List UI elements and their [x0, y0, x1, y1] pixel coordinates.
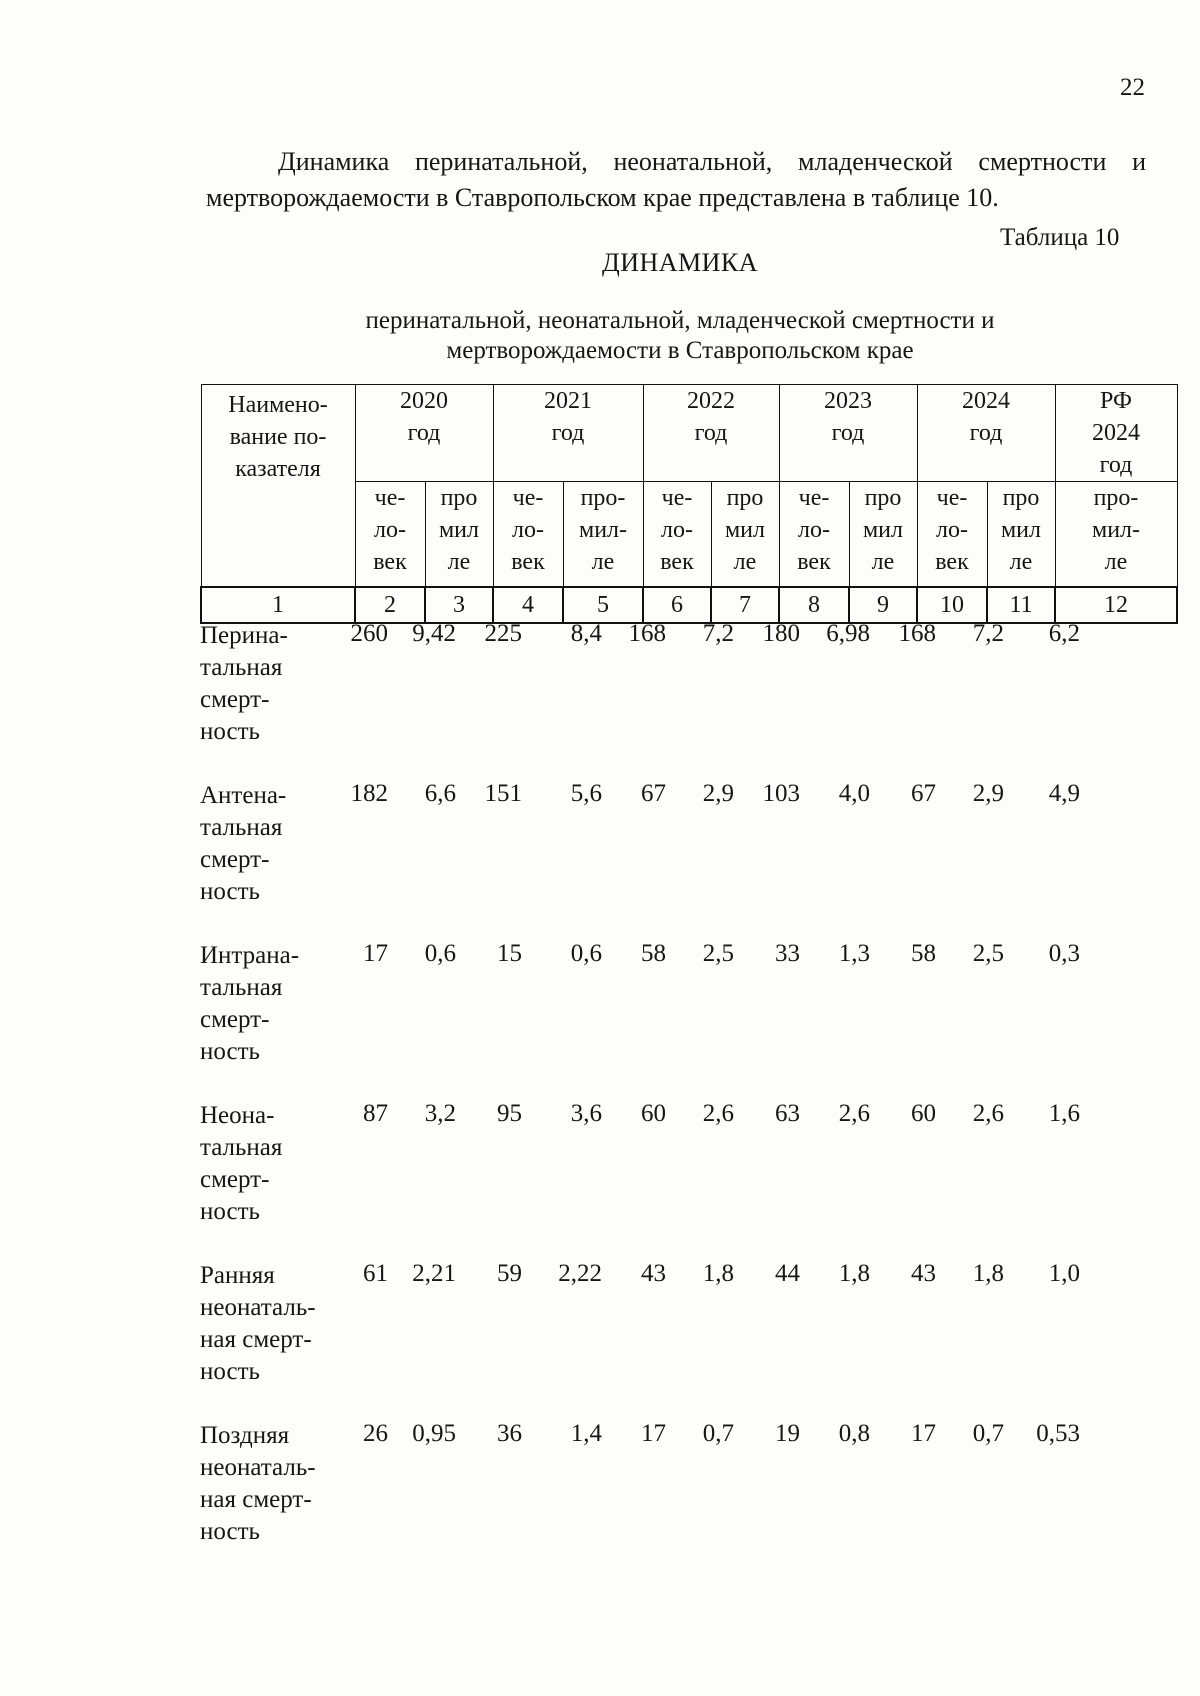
table-cell: 0,8: [838, 1420, 870, 1447]
column-number: 9: [849, 587, 917, 623]
table-cell: 168: [898, 620, 936, 647]
intro-line-2: мертворождаемости в Ставропольском крае представлена в таблице 10.: [206, 183, 999, 212]
header-indicator-name: Наимено- вание по- казателя: [201, 385, 355, 588]
table-subtitle-line-1: перинатальной, неонатальной, младенческой смертности и: [365, 307, 995, 334]
table-subtitle: [300, 306, 1060, 366]
header-permille-2020: про мил ле: [425, 482, 493, 588]
table-cell: 151: [484, 780, 522, 807]
column-number: 12: [1055, 587, 1177, 623]
table-cell: 6,2: [1048, 620, 1080, 647]
table-cell: 0,7: [972, 1420, 1004, 1447]
table-cell: 67: [641, 780, 666, 807]
table-cell: 5,6: [570, 780, 602, 807]
table-cell: 2,21: [412, 1260, 456, 1287]
table-cell: 180: [762, 620, 800, 647]
intro-paragraph: [206, 144, 1146, 216]
column-number: 1: [201, 587, 355, 623]
table-cell: 58: [641, 940, 666, 967]
row-indicator-name: Интрана- тальная смерт- ность: [200, 942, 300, 1065]
table-cell: 1,8: [972, 1260, 1004, 1287]
table-row: [200, 1260, 1176, 1420]
table-cell: 63: [775, 1100, 800, 1127]
table-cell: 58: [911, 940, 936, 967]
table-cell: 8,4: [570, 620, 602, 647]
row-indicator-name: Поздняя неонаталь- ная смерт- ность: [200, 1422, 316, 1545]
header-year-2023: 2023 год: [779, 385, 917, 482]
column-number: 10: [917, 587, 987, 623]
table-cell: 6,98: [826, 620, 870, 647]
table-row: [200, 780, 1176, 940]
column-number: 6: [643, 587, 711, 623]
table-cell: 2,6: [702, 1100, 734, 1127]
table-cell: 6,6: [424, 780, 456, 807]
table-cell: 95: [497, 1100, 522, 1127]
header-year-2021: 2021 год: [493, 385, 643, 482]
table-cell: 1,0: [1048, 1260, 1080, 1287]
table-label: Таблица 10: [1000, 224, 1120, 251]
table-cell: 1,6: [1048, 1100, 1080, 1127]
table-cell: 17: [911, 1420, 936, 1447]
header-year-2022: 2022 год: [643, 385, 779, 482]
table-cell: 36: [497, 1420, 522, 1447]
table-cell: 1,4: [570, 1420, 602, 1447]
table-cell: 2,6: [838, 1100, 870, 1127]
column-number: 11: [987, 587, 1055, 623]
table-cell: 26: [363, 1420, 388, 1447]
table-cell: 17: [641, 1420, 666, 1447]
header-permille-2022: про мил ле: [711, 482, 779, 588]
table-cell: 7,2: [972, 620, 1004, 647]
table-body: [200, 620, 1176, 1580]
table-cell: 1,8: [838, 1260, 870, 1287]
table-title: ДИНАМИКА: [601, 248, 759, 277]
table-cell: 2,9: [972, 780, 1004, 807]
table-cell: 3,2: [424, 1100, 456, 1127]
table-cell: 2,22: [558, 1260, 602, 1287]
table-cell: 44: [775, 1260, 800, 1287]
header-rf-2024: РФ 2024 год: [1055, 385, 1177, 482]
page-number: 22: [1120, 74, 1145, 101]
header-year-2024: 2024 год: [917, 385, 1055, 482]
table-cell: 3,6: [570, 1100, 602, 1127]
header-persons-2022: че- ло- век: [643, 482, 711, 588]
column-number: 4: [493, 587, 563, 623]
table-cell: 182: [350, 780, 388, 807]
table-row: [200, 1100, 1176, 1260]
header-persons-2024: че- ло- век: [917, 482, 987, 588]
table-cell: 1,8: [702, 1260, 734, 1287]
column-number: 7: [711, 587, 779, 623]
header-permille-2021: про- мил- ле: [563, 482, 643, 588]
table-row: [200, 940, 1176, 1100]
table-cell: 0,6: [570, 940, 602, 967]
table-cell: 0,6: [424, 940, 456, 967]
table-cell: 67: [911, 780, 936, 807]
header-persons-2020: че- ло- век: [355, 482, 425, 588]
table-cell: 60: [911, 1100, 936, 1127]
table-cell: 0,53: [1036, 1420, 1080, 1447]
header-year-2020: 2020 год: [355, 385, 493, 482]
table-cell: 60: [641, 1100, 666, 1127]
column-number: 8: [779, 587, 849, 623]
table-cell: 2,6: [972, 1100, 1004, 1127]
table-cell: 43: [911, 1260, 936, 1287]
table-cell: 59: [497, 1260, 522, 1287]
table-cell: 1,3: [838, 940, 870, 967]
table-cell: 43: [641, 1260, 666, 1287]
table-cell: 0,3: [1048, 940, 1080, 967]
table-cell: 4,0: [838, 780, 870, 807]
table-cell: 61: [363, 1260, 388, 1287]
column-number: 5: [563, 587, 643, 623]
table-subtitle-line-2: мертворождаемости в Ставропольском крае: [446, 337, 914, 364]
table-cell: 2,9: [702, 780, 734, 807]
table-cell: 0,7: [702, 1420, 734, 1447]
table-cell: 4,9: [1048, 780, 1080, 807]
row-indicator-name: Неона- тальная смерт- ность: [200, 1102, 283, 1225]
table-cell: 9,42: [412, 620, 456, 647]
column-number-row: [201, 587, 1177, 623]
table-cell: 17: [363, 940, 388, 967]
header-permille-rf-2024: про- мил- ле: [1055, 482, 1177, 588]
table-cell: 33: [775, 940, 800, 967]
table-header: [200, 384, 1178, 624]
header-persons-2023: че- ло- век: [779, 482, 849, 588]
column-number: 2: [355, 587, 425, 623]
header-permille-2023: про мил ле: [849, 482, 917, 588]
table-cell: 15: [497, 940, 522, 967]
intro-line-1: Динамика перинатальной, неонатальной, младенческой смертности и: [278, 147, 1146, 176]
table-cell: 2,5: [972, 940, 1004, 967]
table-cell: 0,95: [412, 1420, 456, 1447]
row-indicator-name: Перина- тальная смерт- ность: [200, 622, 288, 745]
row-indicator-name: Ранняя неонаталь- ная смерт- ность: [200, 1262, 316, 1385]
table-cell: 2,5: [702, 940, 734, 967]
table-cell: 260: [350, 620, 388, 647]
table-cell: 103: [762, 780, 800, 807]
header-persons-2021: че- ло- век: [493, 482, 563, 588]
table-cell: 168: [628, 620, 666, 647]
table-cell: 225: [484, 620, 522, 647]
table-cell: 87: [363, 1100, 388, 1127]
table-cell: 19: [775, 1420, 800, 1447]
header-permille-2024: про мил ле: [987, 482, 1055, 588]
table-row: [200, 620, 1176, 780]
row-indicator-name: Антена- тальная смерт- ность: [200, 782, 287, 905]
column-number: 3: [425, 587, 493, 623]
table-row: [200, 1420, 1176, 1580]
table-cell: 7,2: [702, 620, 734, 647]
